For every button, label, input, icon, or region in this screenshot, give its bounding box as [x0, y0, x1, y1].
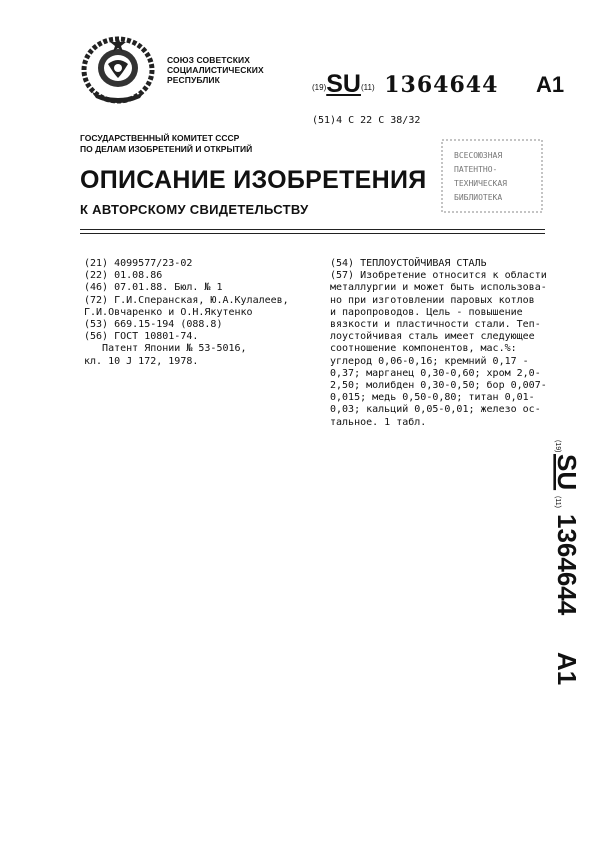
committee-name: [80, 133, 252, 155]
country-code: SU: [326, 70, 361, 98]
abstract-line: но при изготовлении паровых котлов: [330, 294, 535, 306]
abstract-line: (54) ТЕПЛОУСТОЙЧИВАЯ СТАЛЬ: [330, 258, 487, 269]
biblio-line: (72) Г.И.Сперанская, Ю.А.Кулалеев,: [84, 294, 289, 306]
abstract-line: лоустойчивая сталь имеет следующее: [330, 331, 535, 343]
union-line: РЕСПУБЛИК: [167, 75, 220, 85]
biblio-line: (46) 07.01.88. Бюл. № 1: [84, 282, 223, 294]
abstract-line: и паропроводов. Цель - повышение: [330, 306, 523, 318]
stamp-line: ТЕХНИЧЕСКАЯ: [454, 179, 507, 188]
abstract-line: металлургии и может быть использова-: [330, 282, 547, 294]
abstract-line: 0,37; марганец 0,30-0,60; хром 2,0-: [330, 367, 541, 379]
abstract-line: 2,50; молибден 0,30-0,50; бор 0,007-: [330, 380, 547, 392]
biblio-line: кл. 10 J 172, 1978.: [84, 355, 199, 367]
side-code-19: (19): [554, 440, 561, 453]
side-country-code: SU: [552, 454, 582, 491]
library-stamp: [440, 138, 544, 214]
ipc-classification: (51)4 С 22 С 38/32: [312, 115, 421, 126]
biblio-line: (21) 4099577/23-02: [84, 258, 193, 269]
abstract-line: (57) Изобретение относится к области: [330, 270, 547, 282]
patent-identifier: [312, 70, 564, 99]
bibliographic-data: [84, 258, 289, 368]
committee-line: ПО ДЕЛАМ ИЗОБРЕТЕНИЙ И ОТКРЫТИЙ: [80, 144, 253, 154]
biblio-line: Г.И.Овчаренко и О.Н.Якутенко: [84, 306, 253, 318]
side-kind-code: A1: [552, 652, 582, 686]
union-line: СОЦИАЛИСТИЧЕСКИХ: [167, 65, 264, 75]
divider: [80, 233, 545, 234]
biblio-line: (22) 01.08.86: [84, 270, 163, 282]
code-19: (19): [312, 83, 327, 92]
abstract-line: тальное. 1 табл.: [330, 416, 427, 428]
union-line: СОЮЗ СОВЕТСКИХ: [167, 55, 251, 65]
biblio-line: (53) 669.15-194 (088.8): [84, 319, 223, 331]
patent-number: 1364644: [384, 72, 499, 98]
side-patent-number: 1364644: [552, 514, 582, 616]
document-title: ОПИСАНИЕ ИЗОБРЕТЕНИЯ: [80, 166, 427, 194]
stamp-line: БИБЛИОТЕКА: [454, 193, 503, 202]
abstract-line: соотношение компонентов, мас.%:: [330, 343, 517, 355]
abstract: [330, 258, 547, 429]
stamp-line: ВСЕСОЮЗНАЯ: [454, 151, 503, 160]
divider: [80, 229, 545, 230]
abstract-line: 0,03; кальций 0,05-0,01; железо ос-: [330, 404, 541, 416]
side-code-11: (11): [554, 496, 561, 508]
biblio-line: Патент Японии № 53-5016,: [84, 343, 247, 355]
abstract-line: углерод 0,06-0,16; кремний 0,17 -: [330, 355, 529, 367]
kind-code: A1: [536, 72, 565, 97]
abstract-line: вязкости и пластичности стали. Теп-: [330, 319, 541, 331]
side-patent-identifier: [548, 440, 584, 690]
code-11: (11): [360, 83, 375, 92]
union-name: [167, 55, 264, 85]
ussr-emblem-icon: [78, 34, 158, 104]
document-subtitle: К АВТОРСКОМУ СВИДЕТЕЛЬСТВУ: [80, 202, 309, 217]
committee-line: ГОСУДАРСТВЕННЫЙ КОМИТЕТ СССР: [80, 133, 240, 143]
stamp-line: ПАТЕНТНО-: [454, 165, 498, 174]
biblio-line: (56) ГОСТ 10801-74.: [84, 331, 199, 343]
abstract-line: 0,015; медь 0,50-0,80; титан 0,01-: [330, 392, 535, 404]
